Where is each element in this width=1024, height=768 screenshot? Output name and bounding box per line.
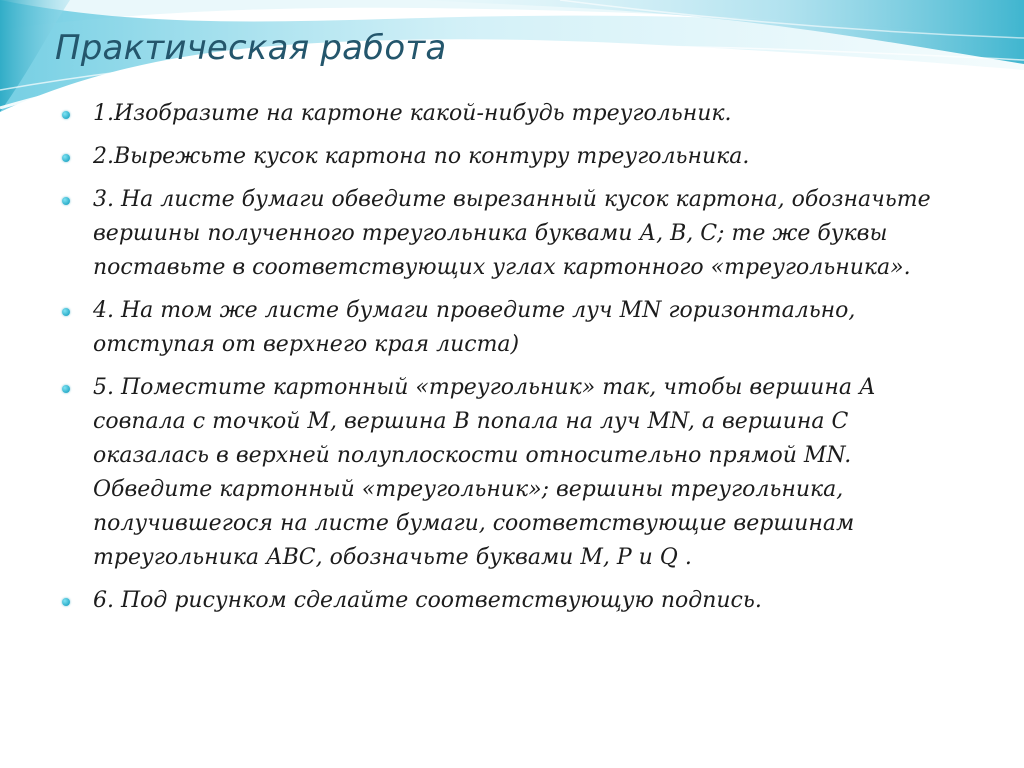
- list-item-text: 6. Под рисунком сделайте соответствующую подпись.: [93, 588, 762, 613]
- bullet-dot-icon: [62, 385, 70, 393]
- bullet-dot-icon: [62, 308, 70, 316]
- list-item: [62, 294, 962, 362]
- bullet-dot-icon: [62, 197, 70, 205]
- slide-title: Практическая работа: [55, 28, 447, 68]
- list-item: [62, 140, 962, 174]
- list-item: [62, 584, 962, 618]
- list-item-text: 4. На том же листе бумаги проведите луч MN горизонтально, отступая от верхнего края листа): [93, 298, 856, 357]
- bullet-dot-icon: [62, 154, 70, 162]
- bullet-dot-icon: [62, 111, 70, 119]
- bullet-dot-icon: [62, 598, 70, 606]
- task-list: [62, 97, 962, 627]
- list-item: [62, 97, 962, 131]
- list-item-text: 5. Поместите картонный «треугольник» так, чтобы вершина А совпала с точкой М, вершина В попала на луч MN, а вершина С оказалась в верхней полуплоскости относительно прямой MN. Обведите картонный «треугольник»; вершины треугольника, получившегося на листе бумаги, соответствующие вершинам треугольника АВС, обозначьте буквами М, Р и Q .: [93, 375, 876, 570]
- list-item: [62, 371, 962, 575]
- list-item-text: 1.Изобразите на картоне какой-нибудь треугольник.: [93, 101, 732, 126]
- list-item: [62, 183, 962, 285]
- list-item-text: 2.Вырежьте кусок картона по контуру треугольника.: [93, 144, 750, 169]
- list-item-text: 3. На листе бумаги обведите вырезанный кусок картона, обозначьте вершины полученного треугольника буквами А, В, С; те же буквы поставьте в соответствующих углах картонного «треугольника».: [93, 187, 931, 280]
